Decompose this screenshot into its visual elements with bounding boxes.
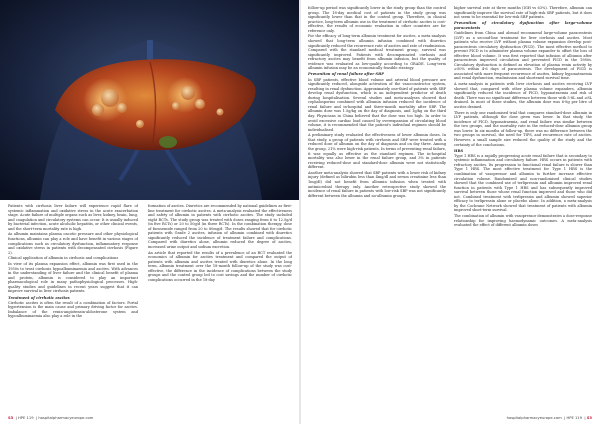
- paragraph: Cirrhotic ascites is often the result of a combination of factors. Portal hypertension is the main cause and primary driving factor for ascites. Imbalance of the renin-angiotensin-aldosterone system and hypoalbuminaemia also play a role in the: [8, 300, 138, 319]
- right-column-2: [454, 6, 592, 408]
- paragraph: The combination of albumin with vasopressor demonstrates a dose-response relationship for improving haemodynamic outcomes. A meta-analysis evaluated the effect of different albumin doses: [454, 214, 592, 228]
- paragraph: Another meta-analysis showed that SBP patients with a lower risk of kidney injury (defined as bilirubin less than 4mg/dl and serum creatinine less than 1mg/dl) did not benefit from albumin infusion when treated with antimicrobial therapy only. Another retrospective study showed the incidence of renal failure in patients with low-risk SBP was not significantly different between the albumin and no-albumin groups.: [308, 170, 446, 198]
- paragraph: A meta-analysis in patients with liver cirrhosis and ascites receiving LVP showed that, compared with other plasma volume expanders, albumin significantly reduced the incidence of PICD, hyponatraemia and risk of death. There was no significant difference between those with 5-8L and ≥8L drained. In most of these studies, the albumin dose was 6-8g per litre of ascites drained.: [454, 82, 592, 109]
- paragraph: Type 1 HRS is a rapidly progressing acute renal failure that is secondary to systemic inflammation and circulatory failure. HRS occurs in patients with refractory ascites. Its progression to functional renal failure is slower than Type 1 HRS. The most effective treatment for Type 1 HRS is the combination of vasopressor and albumin to further increase effective circulation volume. Randomised and non-randomised clinical studies showed that the combined use of terlipressin and albumin improved renal function in patients with Type 1 HRS and has subsequently improved survival between those whose renal function improved and those who did not. Combined treatment with terlipressin and albumin showed superior efficacy to terlipressin alone or placebo alone. In addition, a meta-analysis by the Cochrane Network showed that treatment of patients with albumin improved short-term survival.: [454, 153, 592, 213]
- paragraph: Guidelines from China and abroad recommend large-volume paracentesis (LVP) as a second-line treatment for liver cirrhosis and ascites. Most patients who receive LVP without plasma volume expansion develop post-paracentesis circulatory dysfunction (PICD). The most effective method to prevent PICD is to administer plasma volume expander to offset the loss of effective blood volume. It was first reported that infusion of albumin after paracentesis improved circulation and prevented PICD in the 1980s. Circulatory dysfunction is defined as elevation of plasma renin activity by ≥50% within 4-6 days of paracentesis. The development of PICD is associated with more frequent recurrence of ascites, kidney hyponatraemia and renal dysfunction, readmission and shortened survival time.: [454, 31, 592, 81]
- left-journal-url: hospitalpharmacyeurope.com: [38, 416, 94, 420]
- liver-image: [0, 0, 300, 200]
- left-footer: S3 | HPE 119 | hospitalpharmacyeurope.com: [8, 416, 94, 420]
- left-column-1: [8, 204, 138, 408]
- left-page-number: S3: [8, 416, 14, 420]
- right-page-number: S3: [586, 416, 592, 420]
- paragraph: An article that reported the results of a prevalence of an RCT evaluated the economics of albumin for ascites treatment and compared the output of patients with albumin and ascites treated with diuretics alone. In the long term, albumin treatment over the 18-month follow-up of the study was cost-effective, the difference in the incidence of complications between the study groups and the control group led to cost savings and the number of cirrhotic complications occurred in the 18-day: [148, 250, 292, 282]
- paragraph: higher survival rate at three months (IGH vs 63%). Therefore, albumin can significantly improve the survival rate of high-risk SBP patients, but it does not seem to be essential for low-risk SBP patients.: [454, 6, 592, 20]
- paragraph: For the efficacy of long-term albumin treatment for ascites, a meta-analysis showed that long-term albumin infusion combined with diuretics significantly reduced the recurrence rate of ascites and rate of readmission. Compared with the standard medical treatment group, survival was significantly improved. Patients with decompensated cirrhosis and refractory ascites may benefit from albumin infusion, but the quality of evidence was evaluated as low-quality according to GRADE. Long-term albumin infusion may be an economically feasible strategy.: [308, 34, 446, 71]
- section-heading: Prevention of circulatory dysfunction after large-volume paracentesis: [454, 21, 592, 30]
- left-column-2: [148, 204, 292, 408]
- right-journal-url: hospitalpharmacyeurope.com: [506, 416, 562, 420]
- paragraph: follow-up period was significantly lower in the study group than the control group. The 18-day medical cost of patients in the study group was significantly lower than that in the control group. Therefore, in clinical practice, long-term albumin use in the treatment of cirrhotic ascites is cost-effective, the results of economic evaluation in other countries are for reference only.: [308, 6, 446, 33]
- paragraph: There is only one randomised trial that compares standard-dose albumin in LVP patients, although the dose given was lower. In that study, the incidence of PICD, hyponatraemia, and renal failure was similar between the two groups, and the mortality rate in the reduced-dose albumin group was lower. In six months of follow-up, there was no difference between the two groups in survival, the need for TIPS, and recurrence rate of ascites. However, a small sample size reduced the quality of the study and the certainty of the conclusions.: [454, 110, 592, 147]
- page-gutter: [299, 0, 301, 424]
- right-footer: hospitalpharmacyeurope.com | HPE 119 | S3: [506, 416, 592, 420]
- right-column-1: [308, 6, 446, 408]
- paragraph: In SBP patients, effective blood volume and arterial blood pressure are significantly reduced, alongside activation of the vasoconstrictor system, resulting in renal dysfunction. Approximately one-third of patients with SBP develop renal dysfunction, which is an independent predictor of death during hospitalisation. Several studies and meta-analyses showed that cephalosporins combined with albumin infusion reduced the incidence of renal failure and in-hospital and three-month mortality after SBP. The albumin dose was 1.5g/kg on the day of diagnosis, and 1g/kg on the third day. Physicians in China believed that the dose was too high. In order to avoid excessive cardiac load caused by overexpansion of circulating blood volume, it is recommended that the patient's individual regimen should be individualised.: [308, 77, 446, 132]
- liver-illustration: [0, 0, 300, 200]
- paragraph: Clinical application of albumin in cirrhosis and complications: [8, 256, 119, 261]
- section-heading: Treatment of cirrhotic ascites: [8, 295, 70, 300]
- section-heading: Prevention of renal failure after SBP: [308, 72, 384, 77]
- section-heading: HRS: [454, 148, 464, 153]
- paragraph: formation of ascites. Diuretics are recommended by national guidelines as first-line treatment for cirrhotic ascites. A meta-analysis evaluated the effectiveness and safety of albumin in patients with cirrhotic ascites. The study included eight RCTs. The study group was treated with doses ranging from 6 to 12.5g/d (in five RCTs) or 20 to 50g/d (in three RCTs). In the combination therapy, dose of furosemide ranged from 20 to 80mg/d. The results showed that for cirrhotic patients with Grade 2 ascites, infusion of albumin combined with diuretics significantly reduced the incidence of treatment failure and complications. Compared with diuretics alone, albumin reduced the degree of ascites, increased urine output and sodium excretion.: [148, 204, 292, 249]
- left-issue: HPE 119: [18, 416, 34, 420]
- paragraph: As albumin maintains plasma oncotic pressure and other physiological functions, albumin can play a role and have benefit in various stages of complications such as circulatory dysfunction, inflammatory response and oxidative stress in patients with decompensated cirrhosis (Figure 2).: [8, 232, 138, 255]
- paragraph: In view of its plasma expansion effect, albumin was first used in the 1950s to treat cirrhosis hypoalbuminaemia and ascites. With advances in the understanding of liver failure and the clinical benefit of plasma and protein, albumin is considered to play an important pharmacological role in many pathophysiological processes. High-quality studies and guidelines in recent years suggest that it can improve survival in liver cirrhosis patients.: [8, 262, 138, 294]
- paragraph: Patients with cirrhosis liver failure will experience rapid flare of systemic inflammation and oxidative stress in the acute exacerbation stage. Acute failure of multiple organs such as liver, kidney, brain, lung, and coagulation and circulatory systems can occur. It is usually induced by bacterial infection, acute alcoholic hepatitis, or other clinical events, and the short-term mortality rate is high.: [8, 204, 138, 231]
- paragraph: A preliminary study evaluated the effectiveness of lower albumin doses. In that study, a group of patients with cirrhosis and SBP were treated with a reduced dose of albumin on the day of diagnosis and on day three. Among the group, 21% were high-risk patients. In terms of preventing renal failure, it was equally as effective as the standard regimen. The in-hospital mortality was also lower in the renal failure group, and 3% in patients receiving reduced-dose and standard-dose albumin were not statistically different.: [308, 133, 446, 170]
- right-issue: HPE 119: [566, 416, 582, 420]
